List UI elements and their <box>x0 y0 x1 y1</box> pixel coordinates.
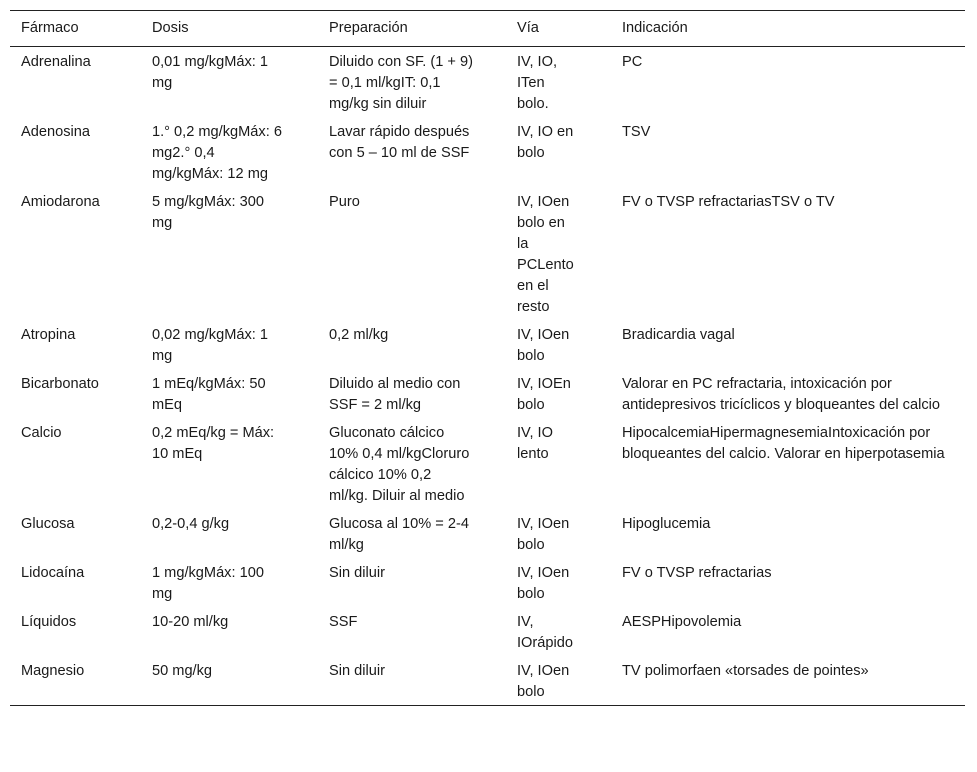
cell-preparation: Diluido con SF. (1 + 9) = 0,1 ml/kgIT: 0,1 mg/kg sin diluir <box>329 54 473 112</box>
cell-preparation: Sin diluir <box>329 663 385 679</box>
table-row <box>10 510 965 559</box>
cell-preparation: Diluido al medio con SSF = 2 ml/kg <box>329 376 461 413</box>
cell-drug: Amiodarona <box>21 194 100 210</box>
cell-drug: Magnesio <box>10 657 141 706</box>
table-row <box>10 559 965 608</box>
cell-dose: 10-20 ml/kg <box>152 614 229 630</box>
cell-route: IV, IOen bolo <box>517 663 570 700</box>
cell-preparation: Glucosa al 10% = 2-4 ml/kg <box>329 516 469 553</box>
table-row <box>10 321 965 370</box>
cell-drug: Adenosina <box>21 124 90 140</box>
cell-indication: TSV <box>622 124 651 140</box>
cell-indication: AESPHipovolemia <box>622 614 742 630</box>
cell-preparation: Puro <box>329 194 360 210</box>
table-row <box>10 419 965 510</box>
cell-indication: Hipoglucemia <box>622 516 711 532</box>
cell-route: IV, IO lento <box>517 425 553 462</box>
cell-dose: 1 mg/kgMáx: 100 mg <box>152 565 264 602</box>
table-row <box>10 370 965 419</box>
table-row <box>10 188 965 321</box>
cell-route: IV, IOen bolo <box>517 565 570 602</box>
cell-route: IV, IOen bolo en la PCLento en el resto <box>517 194 574 315</box>
cell-drug: Lidocaína <box>21 565 85 581</box>
cell-route: IV, IOEn bolo <box>517 376 571 413</box>
drug-table-container <box>10 10 965 706</box>
cell-dose: 1.° 0,2 mg/kgMáx: 6 mg2.° 0,4 mg/kgMáx: 12 mg <box>152 124 282 182</box>
cell-indication: PC <box>622 54 643 70</box>
cell-dose: 0,01 mg/kgMáx: 1 mg <box>152 54 268 91</box>
cell-route: IV, IO en bolo <box>517 124 574 161</box>
cell-indication: Valorar en PC refractaria, intoxicación por antidepresivos tricíclicos y bloqueantes del calcio <box>622 376 940 413</box>
header-dose: Dosis <box>141 11 318 47</box>
cell-indication: FV o TVSP refractariasTSV o TV <box>622 194 835 210</box>
table-body <box>10 47 965 706</box>
cell-route: IV, IOen bolo <box>517 327 570 364</box>
cell-preparation: SSF <box>329 614 358 630</box>
cell-indication: FV o TVSP refractarias <box>622 565 772 581</box>
table-header <box>10 11 965 47</box>
table-row <box>10 118 965 188</box>
cell-drug: Líquidos <box>21 614 77 630</box>
cell-preparation: Lavar rápido después con 5 – 10 ml de SSF <box>329 124 470 161</box>
cell-dose: 5 mg/kgMáx: 300 mg <box>152 194 264 231</box>
cell-dose: 0,2 mEq/kg = Máx: 10 mEq <box>152 425 275 462</box>
cell-indication: Bradicardia vagal <box>622 327 735 343</box>
cell-route: IV, IO, ITen bolo. <box>517 54 558 112</box>
header-row <box>10 11 965 47</box>
table-row <box>10 47 965 119</box>
table-row <box>10 657 965 706</box>
drug-dosage-table <box>10 10 965 706</box>
cell-route: IV, IOen bolo <box>517 516 570 553</box>
cell-indication: TV polimorfaen «torsades de pointes» <box>611 657 965 706</box>
cell-drug: Atropina <box>21 327 76 343</box>
cell-drug: Calcio <box>21 425 62 441</box>
cell-dose: 1 mEq/kgMáx: 50 mEq <box>152 376 266 413</box>
cell-dose: 0,02 mg/kgMáx: 1 mg <box>152 327 268 364</box>
cell-drug: Bicarbonato <box>21 376 99 392</box>
cell-dose: 0,2-0,4 g/kg <box>152 516 230 532</box>
cell-drug: Adrenalina <box>21 54 91 70</box>
cell-indication: HipocalcemiaHipermagnesemiaIntoxicación por bloqueantes del calcio. Valorar en hiperpotasemia <box>622 425 945 462</box>
header-route: Vía <box>506 11 611 47</box>
cell-dose: 50 mg/kg <box>152 663 213 679</box>
header-preparation: Preparación <box>318 11 506 47</box>
table-row <box>10 608 965 657</box>
cell-route: IV, IOrápido <box>517 614 573 651</box>
header-drug: Fármaco <box>10 11 141 47</box>
header-indication: Indicación <box>611 11 965 47</box>
cell-preparation: Sin diluir <box>329 565 385 581</box>
cell-drug: Glucosa <box>21 516 75 532</box>
cell-preparation: Gluconato cálcico 10% 0,4 ml/kgCloruro cálcico 10% 0,2 ml/kg. Diluir al medio <box>329 425 470 504</box>
cell-preparation: 0,2 ml/kg <box>329 327 389 343</box>
